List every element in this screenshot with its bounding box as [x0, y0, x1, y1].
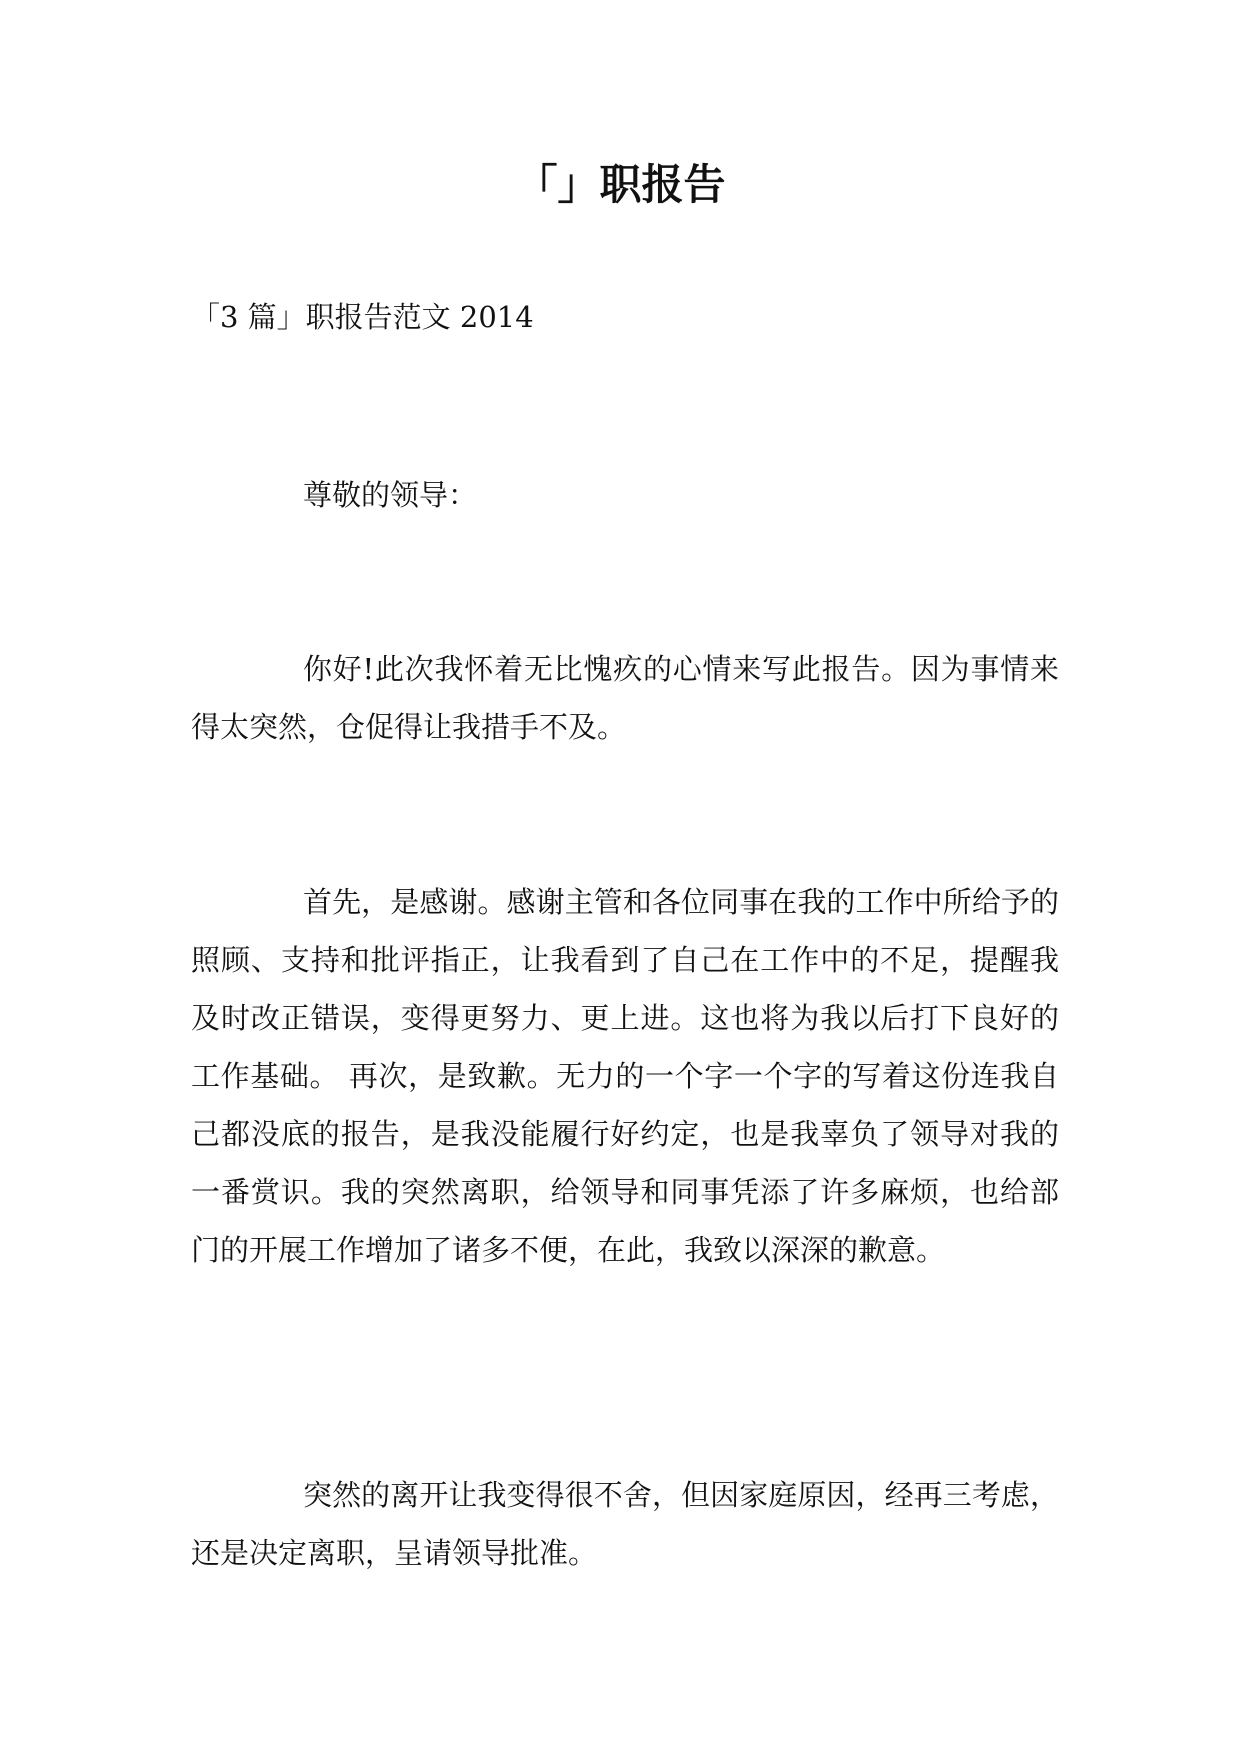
paragraph-opening: 你好!此次我怀着无比愧疚的心情来写此报告。因为事情来得太突然，仓促得让我措手不及。: [191, 652, 1059, 744]
paragraph-thanks-apology: 首先，是感谢。感谢主管和各位同事在我的工作中所给予的照顾、支持和批评指正，让我看到了自己在工作中的不足，提醒我及时改正错误，变得更努力、更上进。这也将为我以后打下良好的工作基础。 再次，是致歉。无力的一个字一个字的写着这份连我自己都没底的报告，是我没能履行好约定，也是我辜负了领导对我的一番赏识。我的突然离职，给领导和同事凭添了许多麻烦，也给部门的开展工作增加了诸多不便，在此，我致以深深的歉意。: [191, 885, 1059, 1267]
document-subtitle: 「3 篇」职报告范文 2014: [191, 300, 534, 334]
document-title: 「」职报告: [515, 160, 726, 209]
paragraph-decision: 突然的离开让我变得很不舍，但因家庭原因，经再三考虑，还是决定离职，呈请领导批准。: [191, 1478, 1059, 1570]
greeting-line: 尊敬的领导：: [303, 478, 478, 512]
